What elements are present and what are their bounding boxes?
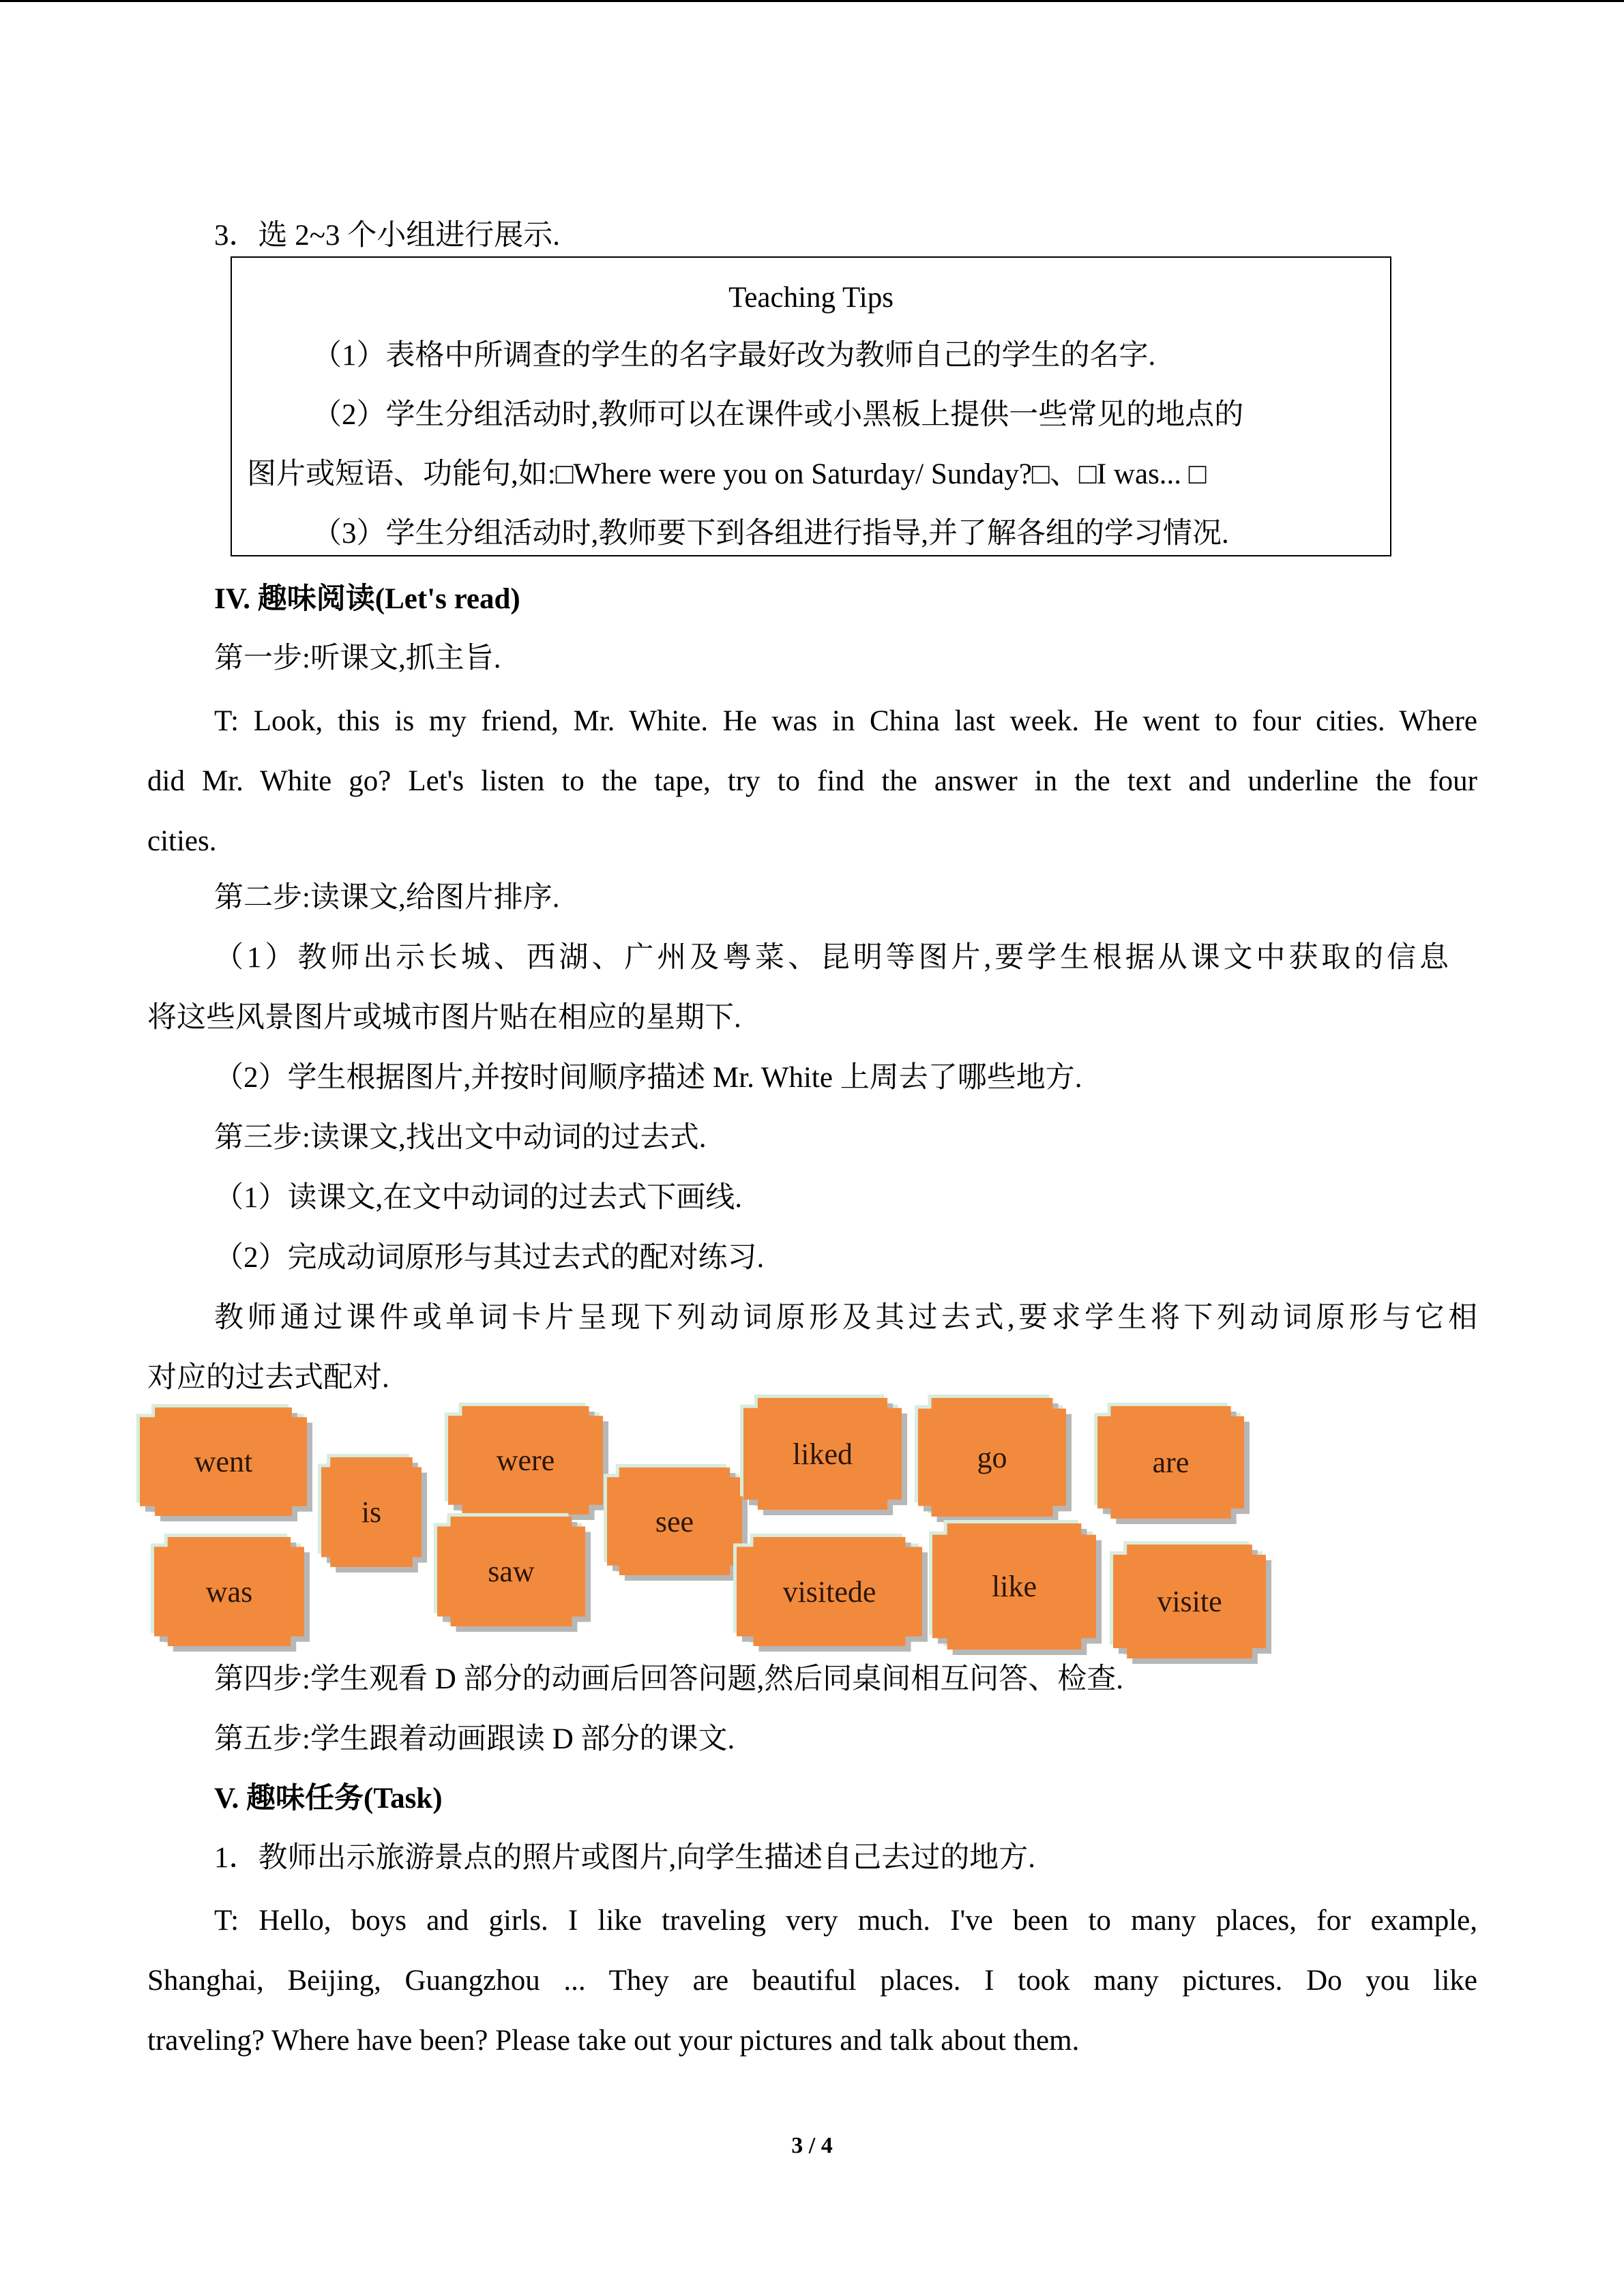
word-card-label: liked xyxy=(793,1437,853,1471)
teacher-talk-2b: Shanghai, Beijing, Guangzhou ... They are beautiful places. I took many pictures. Do you like xyxy=(147,1965,1477,1997)
teacher-talk-2c: traveling? Where have been? Please take out your pictures and talk about them. xyxy=(147,2025,1080,2057)
read-step-5: 第五步:学生跟着动画跟读 D 部分的课文. xyxy=(214,1723,735,1755)
read-step-2: 第二步:读课文,给图片排序. xyxy=(214,882,560,914)
teacher-talk-2a: T: Hello, boys and girls. I like traveling very much. I've been to many places, for example, xyxy=(214,1905,1477,1937)
word-card[interactable] xyxy=(448,1406,603,1515)
word-card-label: like xyxy=(992,1570,1037,1603)
section-iv-heading: IV. 趣味阅读(Let's read) xyxy=(214,583,520,615)
read-step-3-instruction-a: 教师通过课件或单词卡片呈现下列动词原形及其过去式,要求学生将下列动词原形与它相 xyxy=(214,1302,1477,1334)
word-card-label: saw xyxy=(488,1555,535,1588)
word-card[interactable] xyxy=(140,1407,307,1516)
teacher-talk-1c: cities. xyxy=(147,825,217,857)
word-card[interactable] xyxy=(743,1398,902,1510)
read-step-2-item2: （2）学生根据图片,并按时间顺序描述 Mr. White 上周去了哪些地方. xyxy=(214,1062,1082,1094)
word-card-label: were xyxy=(496,1444,555,1477)
read-step-3-item1: （1）读课文,在文中动词的过去式下画线. xyxy=(214,1182,742,1214)
read-step-1: 第一步:听课文,抓主旨. xyxy=(214,642,501,674)
word-card[interactable] xyxy=(737,1537,922,1646)
word-card-label: went xyxy=(194,1445,253,1478)
section-v-heading: V. 趣味任务(Task) xyxy=(214,1783,443,1815)
read-step-2-item1a: （1）教师出示长城、西湖、广州及粤菜、昆明等图片,要学生根据从课文中获取的信息 xyxy=(214,942,1449,974)
read-step-3-item2: （2）完成动词原形与其过去式的配对练习. xyxy=(214,1242,765,1274)
word-card[interactable] xyxy=(321,1457,422,1567)
word-card-label: visitede xyxy=(782,1575,876,1609)
tip-2b: 图片或短语、功能句,如:□Where were you on Saturday/ Sunday?□、□I was... □ xyxy=(247,458,1207,490)
tip-2a: （2）学生分组活动时,教师可以在课件或小黑板上提供一些常见的地点的 xyxy=(312,399,1244,431)
word-card[interactable] xyxy=(154,1537,304,1646)
word-card[interactable] xyxy=(932,1523,1096,1650)
word-card-label: are xyxy=(1152,1446,1190,1479)
tip-1: （1）表格中所调查的学生的名字最好改为教师自己的学生的名字. xyxy=(312,340,1156,372)
teacher-talk-1b: did Mr. White go? Let's listen to the tape, try to find the answer in the text and underline the four xyxy=(147,765,1477,797)
step-3-groups: 3．选 2~3 个小组进行展示. xyxy=(214,220,561,252)
task-step-1: 1．教师出示旅游景点的照片或图片,向学生描述自己去过的地方. xyxy=(214,1842,1035,1874)
tip-3: （3）学生分组活动时,教师要下到各组进行指导,并了解各组的学习情况. xyxy=(312,518,1229,550)
teaching-tips-title: Teaching Tips xyxy=(728,282,894,314)
word-card[interactable] xyxy=(607,1467,742,1575)
word-card-label: is xyxy=(361,1495,382,1529)
word-card-label: see xyxy=(655,1504,694,1538)
word-card[interactable] xyxy=(437,1517,585,1626)
read-step-2-item1b: 将这些风景图片或城市图片贴在相应的星期下. xyxy=(147,1002,741,1034)
page-number: 3 / 4 xyxy=(791,2133,833,2158)
word-card[interactable] xyxy=(1097,1406,1244,1519)
read-step-4: 第四步:学生观看 D 部分的动画后回答问题,然后同桌间相互问答、检查. xyxy=(214,1663,1123,1695)
page-top-border xyxy=(0,0,1624,2)
word-card[interactable] xyxy=(918,1398,1066,1517)
word-card-label: visite xyxy=(1157,1585,1222,1618)
word-card-label: was xyxy=(205,1575,253,1609)
read-step-3: 第三步:读课文,找出文中动词的过去式. xyxy=(214,1122,707,1154)
teacher-talk-1a: T: Look, this is my friend, Mr. White. He was in China last week. He went to four cities. Where xyxy=(214,705,1477,737)
word-card[interactable] xyxy=(1113,1545,1266,1658)
teaching-tips-box xyxy=(231,256,1391,556)
read-step-3-instruction-b: 对应的过去式配对. xyxy=(147,1362,389,1394)
word-card-label: go xyxy=(977,1440,1007,1474)
